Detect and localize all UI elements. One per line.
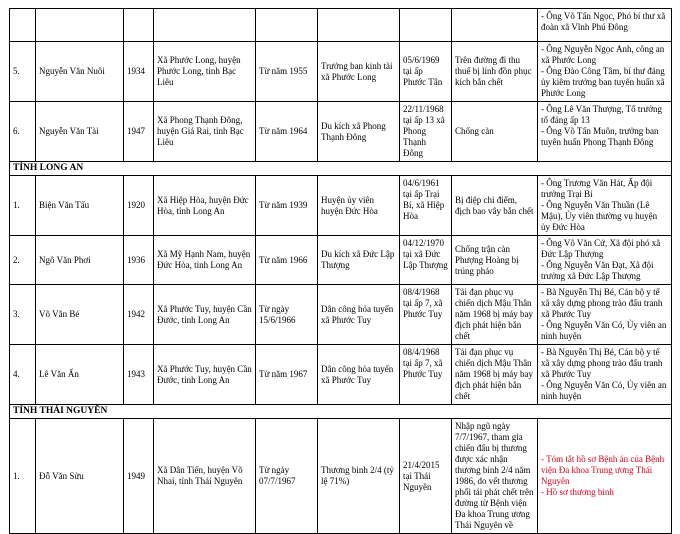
confirmers-cell: [538, 42, 672, 102]
name-cell: Võ Văn Bé: [36, 285, 124, 345]
name-cell: [36, 9, 124, 42]
circumstance-cell: Bị điệp chỉ điểm, địch bao vây bắn chết: [452, 176, 538, 236]
date-place-cell: [400, 9, 452, 42]
time-cell: Từ năm 1967: [256, 345, 318, 405]
confirmers-cell: [538, 285, 672, 345]
confirmer-line: - Ông Trương Văn Hát, Ấp đội trưởng Trại Bí: [541, 178, 653, 199]
confirmer-line: - Ông Võ Văn Cứ, Xã đội phó xã Đức Lập Thượng: [541, 238, 661, 259]
address-cell: [154, 9, 256, 42]
stt-cell: 6.: [10, 102, 36, 162]
confirmers-cell: [538, 236, 672, 285]
confirmer-line: - Tóm tắt hồ sơ Bệnh án của Bệnh viện Đa khoa Trung ương Thái Nguyên: [541, 454, 665, 486]
circumstance-cell: [452, 9, 538, 42]
confirmers-cell: [538, 345, 672, 405]
table-row: [10, 42, 672, 102]
confirmer-line: - Ông Nguyễn Văn Thuần (Lê Mậu), Ủy viên thường vụ huyện ủy Đức Hòa: [541, 200, 658, 232]
stt-cell: 1.: [10, 176, 36, 236]
position-cell: Dân công hỏa tuyến xã Phước Tuy: [318, 345, 400, 405]
position-cell: Trưởng ban kinh tài xã Phước Long: [318, 42, 400, 102]
position-cell: Huyện ủy viên huyện Đức Hòa: [318, 176, 400, 236]
table-row: [10, 285, 672, 345]
address-cell: Xã Phong Thạnh Đông, huyện Giá Rai, tỉnh Bạc Liêu: [154, 102, 256, 162]
date-place-cell: 22/11/1968 tại ấp 13 xã Phong Thạnh Đông: [400, 102, 452, 162]
address-cell: Xã Mỹ Hạnh Nam, huyện Đức Hòa, tỉnh Long An: [154, 236, 256, 285]
martyr-records-table: [9, 8, 672, 534]
section-header-thai-nguyen: [10, 405, 672, 419]
confirmer-line: - Ông Đào Công Tâm, bí thư đảng ủy kiêm trưởng ban tuyên huấn xã Phước Long: [541, 66, 665, 98]
confirmer-line: - Ông Nguyễn Văn Có, Ủy viên an ninh huyện: [541, 320, 667, 341]
date-place-cell: 21/4/2015 tại Thái Nguyên: [400, 419, 452, 534]
time-cell: Từ năm 1955: [256, 42, 318, 102]
confirmer-line: - Ông Nguyễn Văn Có, Ủy viên an ninh huyện: [541, 380, 667, 401]
year-cell: 1943: [124, 345, 154, 405]
circumstance-cell: Tải đạn phục vụ chiến dịch Mậu Thân năm 1968 bị máy bay địch phát hiện bắn chết: [452, 345, 538, 405]
table-row: [10, 236, 672, 285]
section-title: TỈNH LONG AN: [10, 162, 672, 176]
name-cell: Lê Văn Ấn: [36, 345, 124, 405]
confirmers-cell: [538, 102, 672, 162]
address-cell: Xã Phước Tuy, huyện Cần Đước, tỉnh Long An: [154, 345, 256, 405]
name-cell: Nguyễn Văn Nuôi: [36, 42, 124, 102]
name-cell: Ngô Văn Phơi: [36, 236, 124, 285]
year-cell: 1942: [124, 285, 154, 345]
year-cell: 1920: [124, 176, 154, 236]
confirmers-cell: [538, 9, 672, 42]
table-row: [10, 419, 672, 534]
confirmer-line: - Ông Võ Tấn Ngọc, Phó bí thư xã đoàn xã Vĩnh Phú Đông: [541, 11, 666, 32]
position-cell: Du kích xã Phong Thạnh Đông: [318, 102, 400, 162]
circumstance-cell: Trên đường đi thu thuế bị lính đồn phục kích bắn chết: [452, 42, 538, 102]
address-cell: Xã Phước Tuy, huyện Cần Đước, tỉnh Long An: [154, 285, 256, 345]
stt-cell: 5.: [10, 42, 36, 102]
table-row: [10, 9, 672, 42]
confirmer-line: - Ông Lê Văn Thượng, Tổ trưởng tổ đảng ấp 13: [541, 104, 663, 125]
name-cell: Đỗ Văn Sửu: [36, 419, 124, 534]
time-cell: [256, 9, 318, 42]
confirmer-line: - Hồ sơ thương binh: [541, 487, 614, 497]
year-cell: 1947: [124, 102, 154, 162]
table-row: [10, 176, 672, 236]
table-row: [10, 102, 672, 162]
stt-cell: 2.: [10, 236, 36, 285]
position-cell: Dân công hỏa tuyến xã Phước Tuy: [318, 285, 400, 345]
position-cell: Du kích xã Đức Lập Thượng: [318, 236, 400, 285]
year-cell: 1949: [124, 419, 154, 534]
confirmer-line: - Ông Nguyễn Văn Đạt, Xã đội trưởng xã Đức Lập Thượng: [541, 260, 654, 281]
confirmer-line: - Bà Nguyễn Thị Bé, Cán bộ y tế xã xây dựng phong trào đấu tranh xã Phước Tuy: [541, 287, 663, 319]
address-cell: Xã Dân Tiến, huyện Võ Nhai, tỉnh Thái Nguyên: [154, 419, 256, 534]
table-row: [10, 345, 672, 405]
date-place-cell: 05/6/1969 tại ấp Phước Tân: [400, 42, 452, 102]
year-cell: 1934: [124, 42, 154, 102]
address-cell: Xã Hiệp Hòa, huyện Đức Hòa, tỉnh Long An: [154, 176, 256, 236]
stt-cell: 4.: [10, 345, 36, 405]
circumstance-cell: Chống trận càn Phượng Hoàng bị trúng pháo: [452, 236, 538, 285]
stt-cell: [10, 9, 36, 42]
address-cell: Xã Phước Long, huyện Phước Long, tỉnh Bạc Liêu: [154, 42, 256, 102]
position-cell: Thương binh 2/4 (tỷ lệ 71%): [318, 419, 400, 534]
confirmers-cell: [538, 176, 672, 236]
date-place-cell: 08/4/1968 tại ấp 7, xã Phước Tuy: [400, 345, 452, 405]
date-place-cell: 04/6/1961 tại ấp Trại Bí, xã Hiệp Hòa: [400, 176, 452, 236]
confirmer-line: - Bà Nguyễn Thị Bé, Cán bộ y tế xã xây dựng phong trào đấu tranh xã Phước Tuy: [541, 347, 663, 379]
circumstance-cell: Tải đạn phục vụ chiến dịch Mậu Thân năm 1968 bị máy bay địch phát hiện bắn chết: [452, 285, 538, 345]
date-place-cell: 08/4/1968 tại ấp 7, xã Phước Tuy: [400, 285, 452, 345]
confirmer-line: - Ông Võ Tấn Muôn, trưởng ban tuyên huấn Phong Thạnh Đông: [541, 126, 659, 147]
year-cell: 1936: [124, 236, 154, 285]
circumstance-cell: Chống càn: [452, 102, 538, 162]
confirmers-cell: [538, 419, 672, 534]
section-header-long-an: [10, 162, 672, 176]
position-cell: [318, 9, 400, 42]
name-cell: Biện Văn Tấu: [36, 176, 124, 236]
time-cell: Từ năm 1964: [256, 102, 318, 162]
circumstance-cell: Nhập ngũ ngày 7/7/1967, tham gia chiến đấu bị thương được xác nhận thương binh 2/4 năm 1986, do vết thương phổi tái phát chết trên đường từ Bệnh viện Đa khoa Trung ương Thái Nguyên về: [452, 419, 538, 534]
date-place-cell: 04/12/1970 tại xã Đức Lập Thượng: [400, 236, 452, 285]
year-cell: [124, 9, 154, 42]
confirmer-line: - Ông Nguyễn Ngọc Anh, công an xã Phước Long: [541, 44, 665, 65]
stt-cell: 1.: [10, 419, 36, 534]
stt-cell: 3.: [10, 285, 36, 345]
time-cell: Từ ngày 15/6/1966: [256, 285, 318, 345]
time-cell: Từ năm 1939: [256, 176, 318, 236]
name-cell: Nguyễn Văn Tài: [36, 102, 124, 162]
section-title: TỈNH THÁI NGUYÊN: [10, 405, 672, 419]
time-cell: Từ năm 1966: [256, 236, 318, 285]
time-cell: Từ ngày 07/7/1967: [256, 419, 318, 534]
